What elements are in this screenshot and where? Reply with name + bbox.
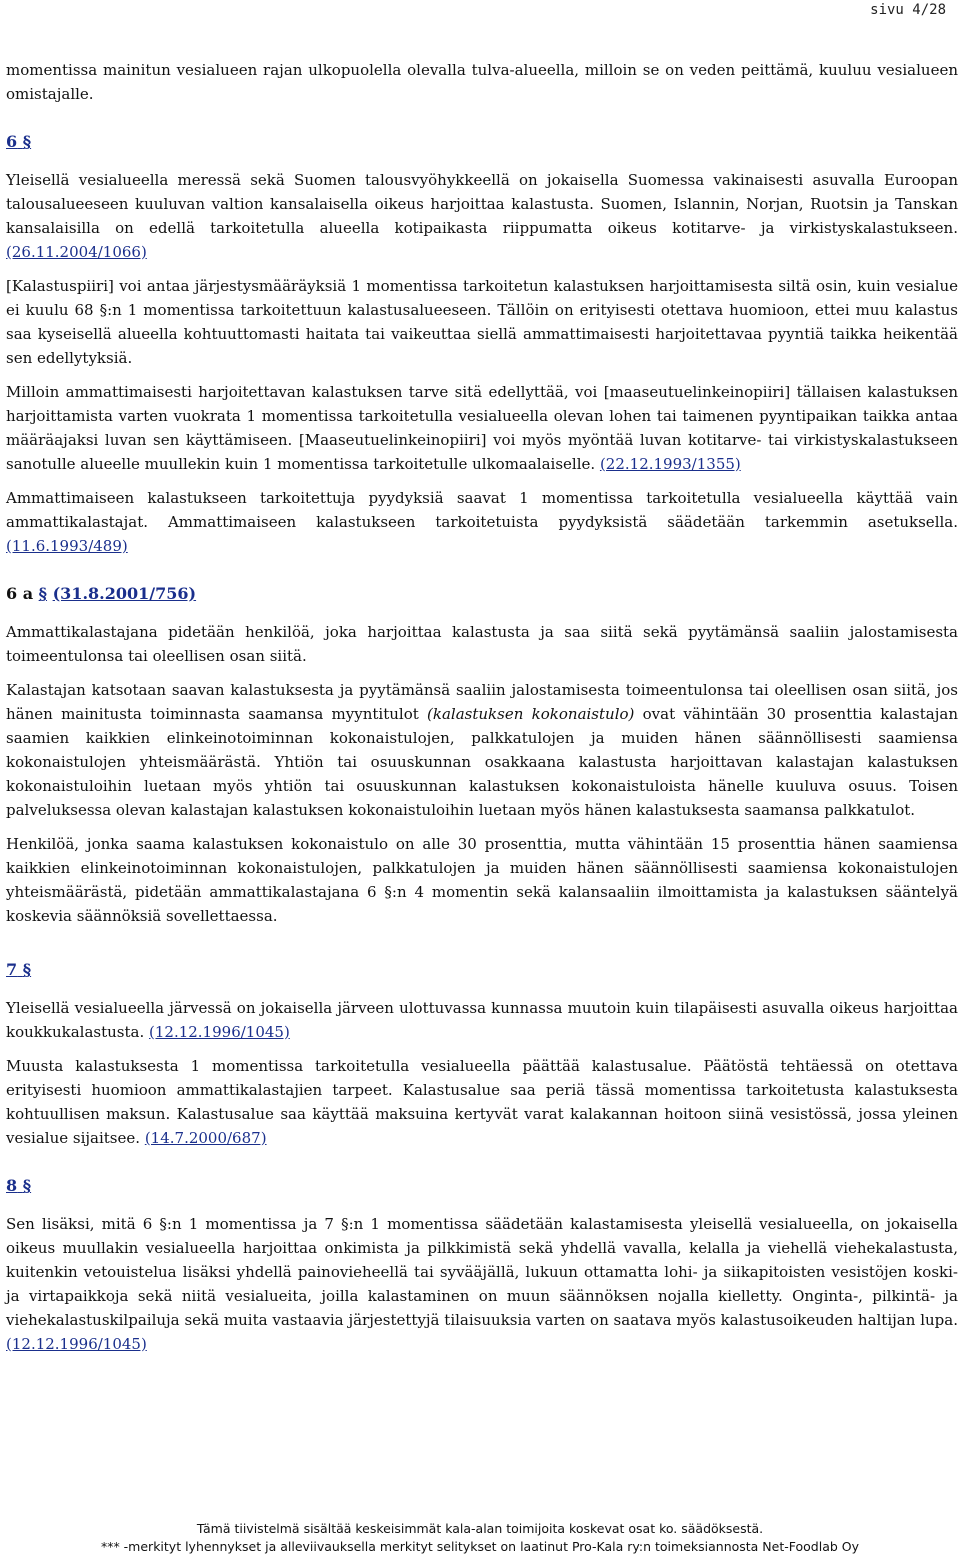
amendment-link[interactable]: (14.7.2000/687) [144, 1129, 267, 1147]
footer-credit: *** -merkityt lyhennykset ja alleviivauksella merkityt selitykset on laatinut Pro-Kala ry:n toimeksiannosta Net-Foodlab Oy [100, 1539, 860, 1554]
section-7-paragraph-2: Muusta kalastuksesta 1 momentissa tarkoitetulla vesialueella päättää kalastusalue. Päätöstä tehtäessä on otettava erityisesti huomioon ammattikalastajien tarpeet. Kalastusalue saa periä tässä momentissa tarkoitetusta kalastuksesta kohtuullisen maksun. Kalastusalue saa käyttää maksuina kertyvät varat kalakannan hoitoon siinä vesistössä, jossa yleinen vesialue sijaitsee. (14.7.2000/687) [6, 1057, 958, 1147]
amendment-link[interactable]: (31.8.2001/756) [52, 584, 197, 603]
footer-note: Tämä tiivistelmä sisältää keskeisimmät kala-alan toimijoita koskevat osat ko. säädöksestä. [196, 1521, 764, 1536]
amendment-link[interactable]: (12.12.1996/1045) [6, 1335, 147, 1353]
section-7-paragraph-1: Yleisellä vesialueella järvessä on jokaisella järveen ulottuvassa kunnassa muutoin kuin tilapäisesti asuvalla oikeus harjoittaa koukkukalastusta. (12.12.1996/1045) [6, 999, 958, 1041]
section-8-link[interactable]: 8 § [6, 1176, 32, 1195]
section-6a-paragraph-2: Kalastajan katsotaan saavan kalastuksesta ja pyytämänsä saaliin jalostamisesta toimeentulonsa tai oleellisen osan siitä, jos hänen mainitusta toiminnasta saamansa myyntitulot (kalastuksen kokonaistulo) ovat vähintään 30 prosenttia kalastajan saamien kaikkien elinkeinotoiminnan kokonaistulojen, palkkatulojen ja muiden hänen säännöllisesti saamiensa kokonaistulojen yhteismäärästä. Yhtiön tai osuuskunnan osakkaana kalastusta harjoittavan kalastajan kalastuksen kokonaistuloihin luetaan myös yhtiön tai osuuskunnan kalastuksen kokonaistuloista hänelle kuuluva osuus. Toisen palveluksessa olevan kalastajan kalastuksen kokonaistuloihin luetaan myös hänen kalastuksesta saamansa palkkatulot. [6, 681, 958, 819]
document-body [6, 58, 958, 1366]
section-7-heading[interactable] [6, 958, 958, 982]
section-8-paragraph-1: Sen lisäksi, mitä 6 §:n 1 momentissa ja 7 §:n 1 momentissa säädetään kalastamisesta yleisellä vesialueella, on jokaisella oikeus muullakin vesialueella harjoittaa onkimista ja pilkkimistä sekä yhdellä vavalla, kelalla ja viehellä viehekalastusta, kuitenkin vetouistelua lisäksi yhdellä painovieheellä tai syvääjällä, lukuun ottamatta lohi- ja siikapitoisten vesistöjen koski- ja virtapaikkoja sekä niitä vesialueita, joilla kalastaminen on muun säännöksen nojalla kielletty. Onginta-, pilkintä- ja viehekalastuskilpailuja sekä muita vastaavia järjestettyjä tilaisuuksia varten on saatava myös kalastusoikeuden haltijan lupa. (12.12.1996/1045) [6, 1215, 958, 1353]
emphasis-term: (kalastuksen kokonaistulo) [427, 705, 635, 723]
page-number: sivu 4/28 [870, 2, 946, 18]
section-6-paragraph-3: Milloin ammattimaisesti harjoitettavan kalastuksen tarve sitä edellyttää, voi [maaseutuelinkeinopiiri] tällaisen kalastuksen harjoittamista varten vuokrata 1 momentissa tarkoitetulla vesialueella olevan lohen tai taimenen pyyntipaikan taikka antaa määräajaksi luvan sen käyttämiseen. [Maaseutuelinkeinopiiri] voi myös myöntää luvan kotitarve- tai virkistyskalastukseen sanotulle alueelle muullekin kuin 1 momentissa tarkoitetulle ulkomaalaiselle. (22.12.1993/1355) [6, 383, 958, 473]
paragraph-continuation: momentissa mainitun vesialueen rajan ulkopuolella olevalla tulva-alueella, milloin se on veden peittämä, kuuluu vesialueen omistajalle. [6, 61, 958, 103]
section-6-paragraph-2: [Kalastuspiiri] voi antaa järjestysmääräyksiä 1 momentissa tarkoitetun kalastuksen harjoittamisesta siltä osin, kuin vesialue ei kuulu 68 §:n 1 momentissa tarkoitettuun kalastusalueeseen. Tällöin on erityisesti otettava huomioon, ettei muu kalastus saa kyseisellä alueella kohtuuttomasti haitata tai vaikeuttaa siellä ammattimaisesti harjoitettavaa pyyntiä taikka heikentää sen edellytyksiä. [6, 277, 958, 367]
section-6-paragraph-1: Yleisellä vesialueella meressä sekä Suomen talousvyöhykkeellä on jokaisella Suomessa vakinaisesti asuvalla Euroopan talousalueeseen kuuluvan valtion kansalaisella oikeus harjoittaa kalastusta. Suomen, Islannin, Norjan, Ruotsin ja Tanskan kansalaisilla on edellä tarkoitetulla alueella kotipaikasta riippumatta oikeus kotitarve- ja virkistyskalastukseen. (26.11.2004/1066) [6, 171, 958, 261]
section-7-link[interactable]: 7 § [6, 960, 32, 979]
section-6a-paragraph-3: Henkilöä, jonka saama kalastuksen kokonaistulo on alle 30 prosenttia, mutta vähintään 15 prosenttia hänen saamiensa kaikkien elinkeinotoiminnan kokonaistulojen, palkkatulojen ja muiden hänen säännöllisesti saamiensa kokonaistulojen yhteismäärästä, pidetään ammattikalastajana 6 §:n 4 momentin sekä kalansaaliin ilmoittamista ja kalastuksen sääntelyä koskevia säännöksiä sovellettaessa. [6, 835, 958, 925]
section-6-link[interactable]: 6 § [6, 132, 32, 151]
amendment-link[interactable]: (26.11.2004/1066) [6, 243, 147, 261]
amendment-link[interactable]: (11.6.1993/489) [6, 537, 128, 555]
section-sign-link[interactable]: § [38, 584, 48, 603]
amendment-link[interactable]: (12.12.1996/1045) [149, 1023, 290, 1041]
section-6a-heading: 6 a § (31.8.2001/756) [6, 584, 197, 603]
amendment-link[interactable]: (22.12.1993/1355) [599, 455, 741, 473]
section-8-heading[interactable] [6, 1174, 958, 1198]
section-6-paragraph-4: Ammattimaiseen kalastukseen tarkoitettuja pyydyksiä saavat 1 momentissa tarkoitetulla vesialueella käyttää vain ammattikalastajat. Ammattimaiseen kalastukseen tarkoitetuista pyydyksistä säädetään tarkemmin asetuksella. (11.6.1993/489) [6, 489, 958, 555]
section-6a-paragraph-1: Ammattikalastajana pidetään henkilöä, joka harjoittaa kalastusta ja saa siitä sekä pyytämänsä saaliin jalostamisesta toimeentulonsa tai oleellisen osan siitä. [6, 623, 958, 665]
section-6-heading[interactable] [6, 130, 958, 154]
